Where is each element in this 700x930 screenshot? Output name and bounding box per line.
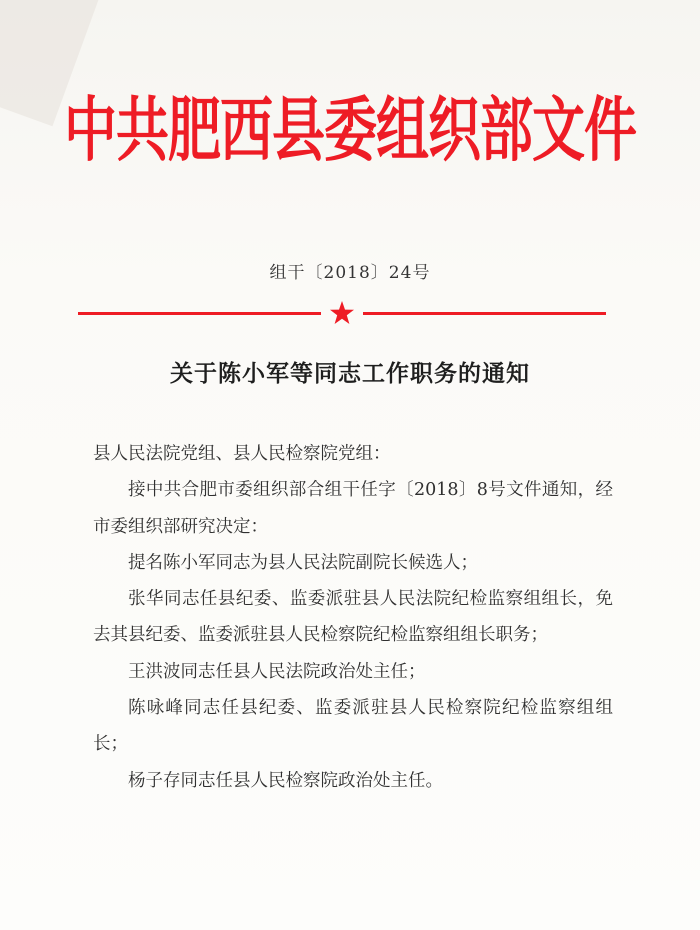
- divider-rule-right: [363, 312, 606, 315]
- salutation: 县人民法院党组、县人民检察院党组：: [93, 444, 391, 464]
- red-divider: [78, 300, 606, 326]
- red-header-title: 中共肥西县委组织部文件: [64, 90, 636, 172]
- body-paragraph: 杨子存同志任县人民检察院政治处主任。: [128, 770, 443, 791]
- body-paragraph: 接中共合肥市委组织部合组干任字〔2018〕8号文件通知，经市委组织部研究决定：: [93, 480, 613, 537]
- body-paragraph: 张华同志任县纪委、监委派驻县人民法院纪检监察组组长，免去其县纪委、监委派驻县人民检察院纪检监察组组长职务；: [93, 589, 613, 646]
- divider-rule-left: [78, 312, 321, 315]
- body-paragraph: 王洪波同志任县人民法院政治处主任；: [128, 661, 426, 682]
- body-paragraph: 提名陈小军同志为县人民法院副院长候选人；: [128, 552, 478, 573]
- red-star-icon: [329, 300, 355, 326]
- body-paragraph: 陈咏峰同志任县纪委、监委派驻县人民检察院纪检监察组组长；: [93, 698, 613, 755]
- notice-body: [93, 436, 613, 799]
- notice-title: 关于陈小军等同志工作职务的通知: [170, 360, 530, 387]
- document-number: 组干〔2018〕24号: [269, 263, 431, 283]
